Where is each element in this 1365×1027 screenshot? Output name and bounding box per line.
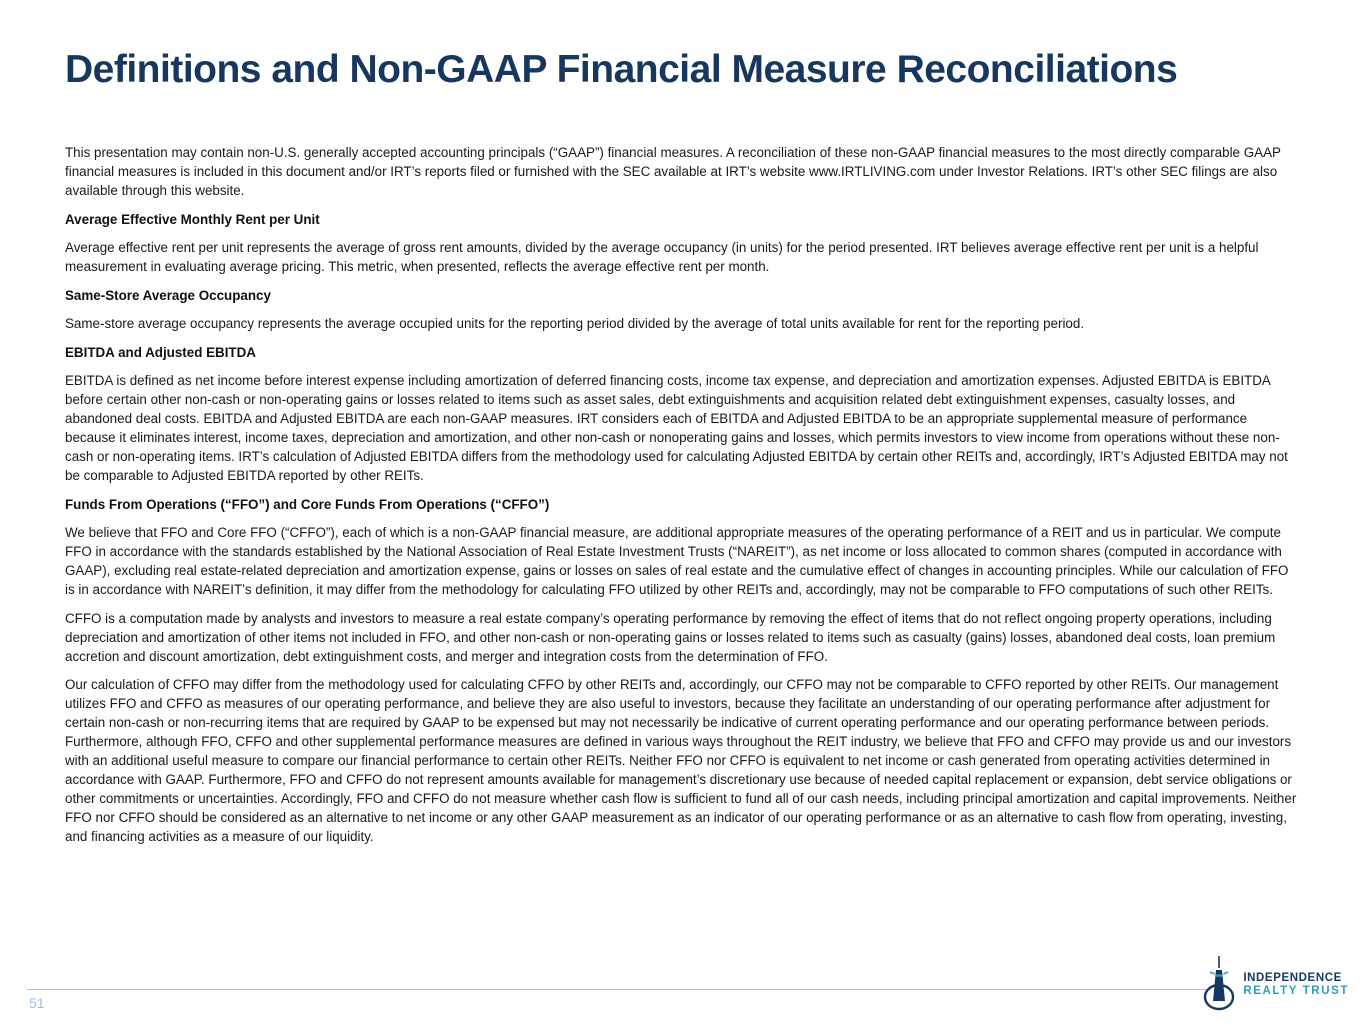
- paragraph-cffo: CFFO is a computation made by analysts and investors to measure a real estate company’s operating performance by removing the effect of items that do not reflect ongoing property operations, including depreciation and amortization of other items not included in FFO, and other non-cash or non-operating gains or losses related to items such as casualty (gains) losses, abandoned deal costs, loan premium accretion and discount amortization, debt extinguishment costs, and merger and integration costs from the determination of FFO.: [65, 610, 1276, 664]
- heading-ffo-cffo: Funds From Operations (“FFO”) and Core Funds From Operations (“CFFO”): [65, 496, 550, 512]
- irt-logo: [1202, 955, 1349, 1015]
- heading-ebitda: EBITDA and Adjusted EBITDA: [65, 344, 256, 360]
- paragraph-ffo: We believe that FFO and Core FFO (“CFFO”), each of which is a non-GAAP financial measure, are additional appropriate measures of the operating performance of a REIT and us in particular. We compute FFO in accordance with the standards established by the National Association of Real Estate Investment Trusts (“NAREIT”), as net income or loss allocated to common shares (computed in accordance with GAAP), excluding real estate-related depreciation and amortization expense, gains or losses on sales of real estate and the cumulative effect of changes in accounting principles. While our calculation of FFO is in accordance with NAREIT’s definition, it may differ from the methodology for calculating FFO utilized by other REITs and, accordingly, may not be comparable to FFO computations of such other REITs.: [65, 525, 1289, 597]
- paragraph-ebitda: EBITDA is defined as net income before interest expense including amortization of deferred financing costs, income tax expense, and depreciation and amortization expenses. Adjusted EBITDA is EBITDA before certain other non-cash or non-operating gains or losses related to items such as asset sales, debt extinguishments and acquisition related debt extinguishment expenses, casualty losses, and abandoned deal costs. EBITDA and Adjusted EBITDA are each non-GAAP measures. IRT considers each of EBITDA and Adjusted EBITDA to be an appropriate supplemental measure of performance because it eliminates interest, income taxes, depreciation and amortization, and other non-cash or nonoperating gains and losses, which permits investors to view income from operations without these non-cash or non-operating items. IRT’s calculation of Adjusted EBITDA differs from the methodology used for calculating Adjusted EBITDA by certain other REITs and, accordingly, IRT’s Adjusted EBITDA may not be comparable to Adjusted EBITDA reported by other REITs.: [65, 373, 1288, 483]
- heading-same-store-occupancy: Same-Store Average Occupancy: [65, 287, 271, 303]
- intro-paragraph: This presentation may contain non-U.S. generally accepted accounting principals (“GAAP”) financial measures. A reconciliation of these non-GAAP financial measures to the most directly comparable GAAP financial measures is included in this document and/or IRT’s reports filed or furnished with the SEC available at IRT’s website www.IRTLIVING.com under Investor Relations. IRT’s other SEC filings are also available through this website.: [65, 145, 1281, 198]
- definitions-content: [65, 143, 1298, 856]
- paragraph-same-store-occupancy: Same-store average occupancy represents the average occupied units for the reporting period divided by the average of total units available for rent for the reporting period.: [65, 316, 1085, 331]
- logo-company-type: REALTY TRUST: [1243, 985, 1349, 997]
- heading-average-effective-rent: Average Effective Monthly Rent per Unit: [65, 211, 320, 227]
- paragraph-cffo-calculation: Our calculation of CFFO may differ from the methodology used for calculating CFFO by other REITs and, accordingly, our CFFO may not be comparable to CFFO reported by other REITs. Our management utilizes FFO and CFFO as measures of our operating performance, and believe they are also useful to investors, because they facilitate an understanding of our operating performance after adjustment for certain non-cash or non-recurring items that are required by GAAP to be expensed but may not necessarily be indicative of current operating performance and our operating performance between periods. Furthermore, although FFO, CFFO and other supplemental performance measures are defined in various ways throughout the REIT industry, we believe that FFO and CFFO may provide us and our investors with an additional useful measure to compare our financial performance to certain other REITs. Neither FFO nor CFFO is equivalent to net income or cash generated from operating activities determined in accordance with GAAP. Furthermore, FFO and CFFO do not represent amounts available for management’s discretionary use because of needed capital replacement or expansion, debt service obligations or other commitments or uncertainties. Accordingly, FFO and CFFO do not measure whether cash flow is sufficient to fund all of our cash needs, including principal amortization and capital improvements. Neither FFO nor CFFO should be considered as an alternative to net income or any other GAAP measurement as an indicator of our operating performance or as an alternative to cash flow from operating, investing, and financing activities as a measure of our liquidity.: [65, 677, 1297, 844]
- logo-company-name: INDEPENDENCE: [1243, 972, 1342, 984]
- page-number: 51: [29, 995, 45, 1011]
- page-title: Definitions and Non-GAAP Financial Measure Reconciliations: [65, 48, 1178, 91]
- footer-divider: [27, 989, 1211, 990]
- logo-text: [1243, 972, 1349, 998]
- lighthouse-icon: [1202, 955, 1236, 1015]
- paragraph-average-effective-rent: Average effective rent per unit represents the average of gross rent amounts, divided by the average occupancy (in units) for the period presented. IRT believes average effective rent per unit is a helpful measurement in evaluating average pricing. This metric, when presented, reflects the average effective rent per month.: [65, 240, 1259, 274]
